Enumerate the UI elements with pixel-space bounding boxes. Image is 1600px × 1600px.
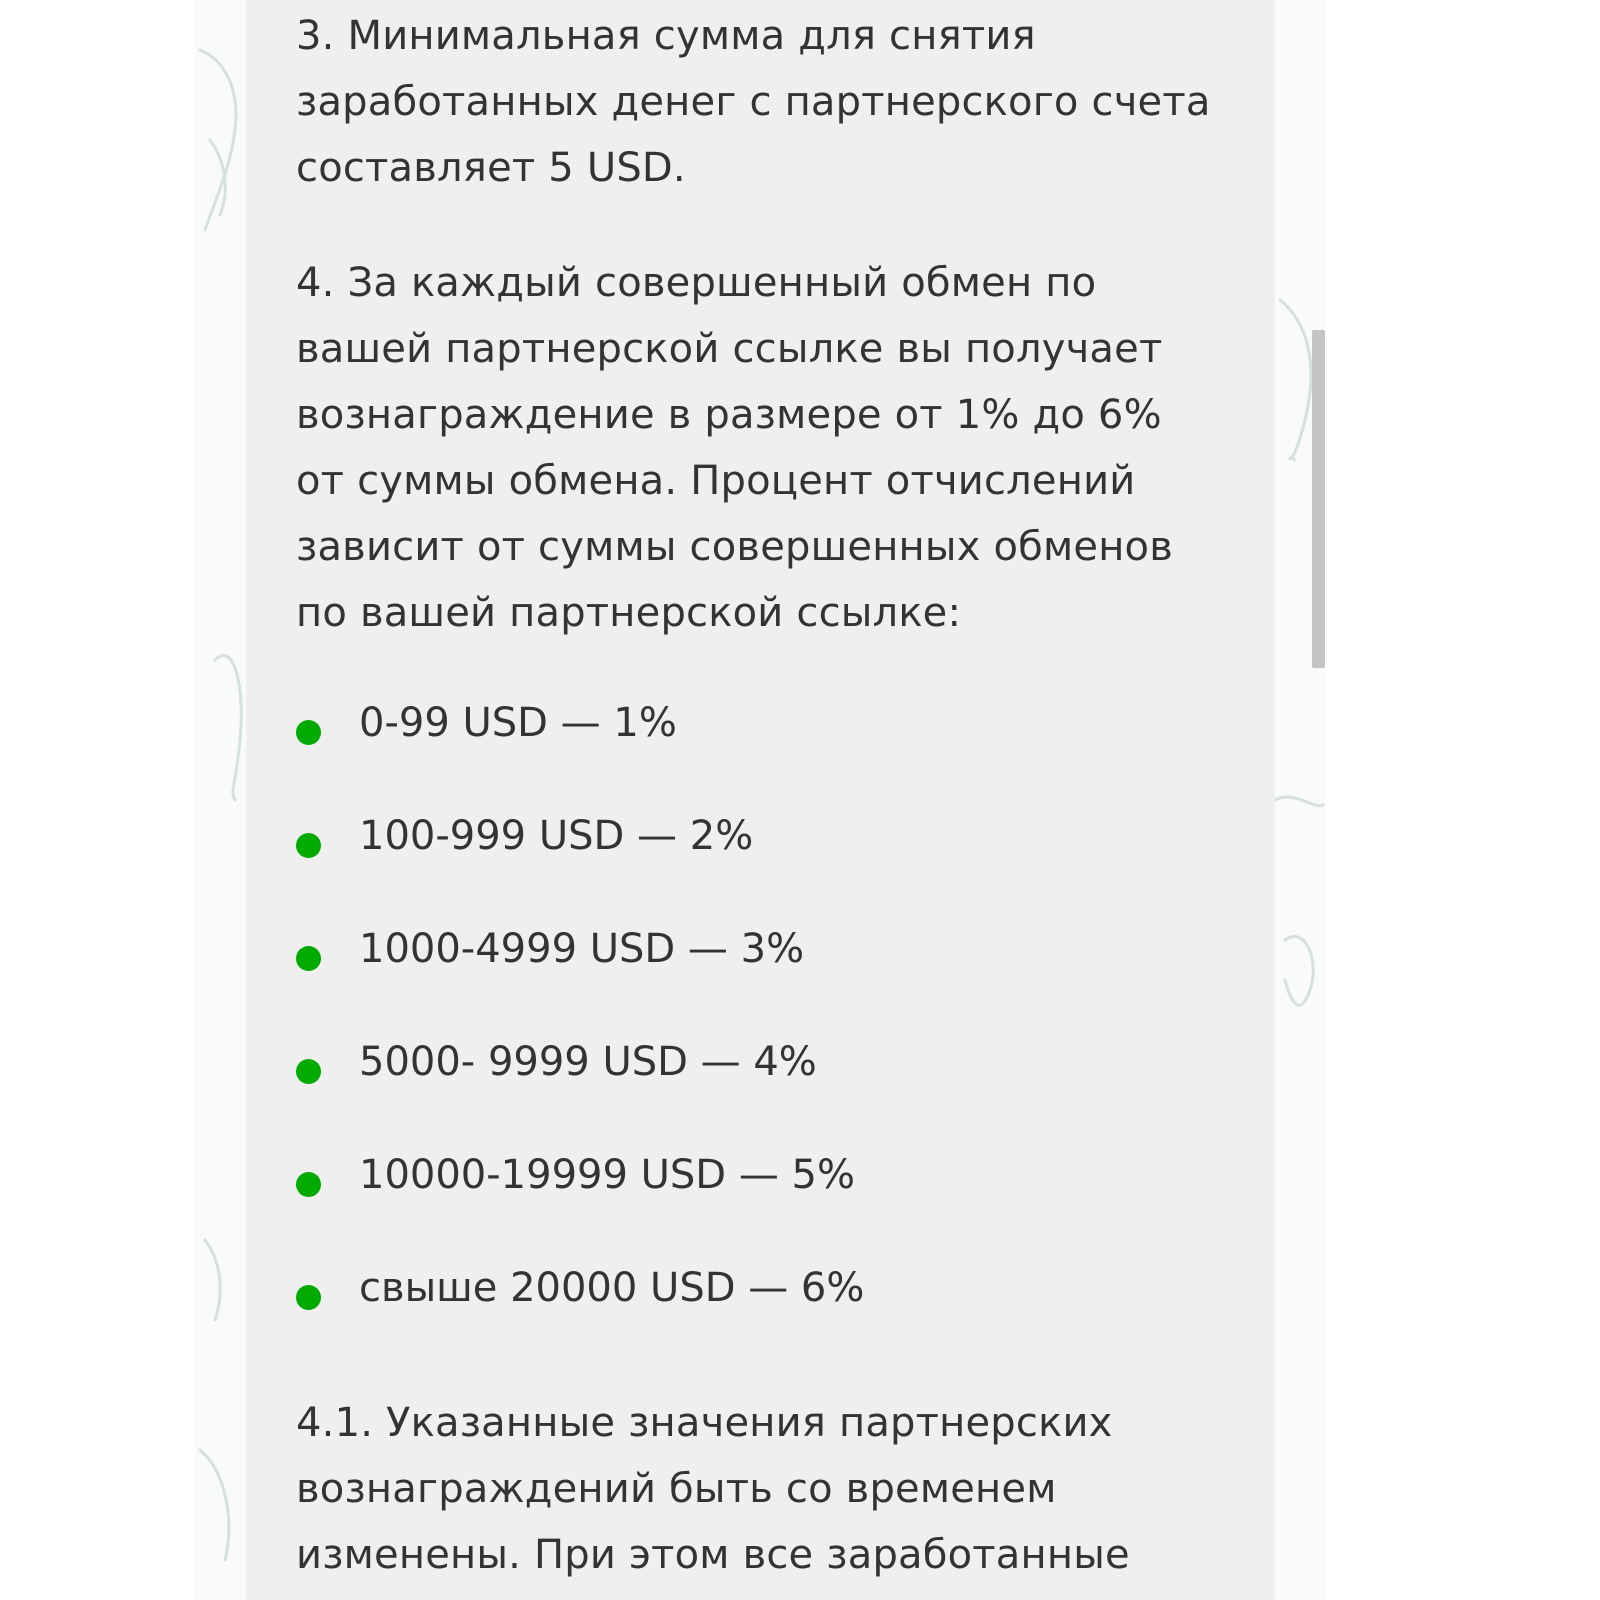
reward-tier-item — [296, 1147, 864, 1260]
reward-tier-label: 5000- 9999 USD — 4% — [359, 1039, 817, 1085]
article-content-panel — [246, 0, 1275, 1600]
paragraph-4-reward-terms: 4. За каждый совершенный обмен по вашей партнерской ссылке вы получает вознаграждение в размере от 1% до 6% от суммы обмена. Процент отчислений зависит от суммы совершенных обменов по вашей партнерской ссылке: — [296, 260, 1174, 636]
reward-tier-item — [296, 808, 864, 921]
reward-tier-item — [296, 695, 864, 808]
green-bullet-icon — [296, 946, 321, 971]
reward-tier-item — [296, 1260, 864, 1373]
green-bullet-icon — [296, 1059, 321, 1084]
reward-tier-label: свыше 20000 USD — 6% — [359, 1265, 865, 1311]
reward-tier-label: 0-99 USD — 1% — [359, 700, 677, 746]
reward-tier-label: 1000-4999 USD — 3% — [359, 926, 805, 972]
scrollbar-track[interactable] — [1312, 0, 1326, 1600]
reward-tier-label: 100-999 USD — 2% — [359, 813, 754, 859]
reward-tier-item — [296, 1034, 864, 1147]
green-bullet-icon — [296, 1285, 321, 1310]
green-bullet-icon — [296, 720, 321, 745]
green-bullet-icon — [296, 1172, 321, 1197]
reward-tier-list — [296, 695, 864, 1373]
paragraph-3-min-withdrawal: 3. Минимальная сумма для снятия заработанных денег с партнерского счета составляет 5 USD. — [296, 13, 1211, 191]
scrollbar-thumb[interactable] — [1312, 330, 1325, 668]
paragraph-4-1-terms-change: 4.1. Указанные значения партнерских вознаграждений быть со временем изменены. При этом все заработанные — [296, 1400, 1130, 1578]
reward-tier-item — [296, 921, 864, 1034]
reward-tier-label: 10000-19999 USD — 5% — [359, 1152, 855, 1198]
green-bullet-icon — [296, 833, 321, 858]
